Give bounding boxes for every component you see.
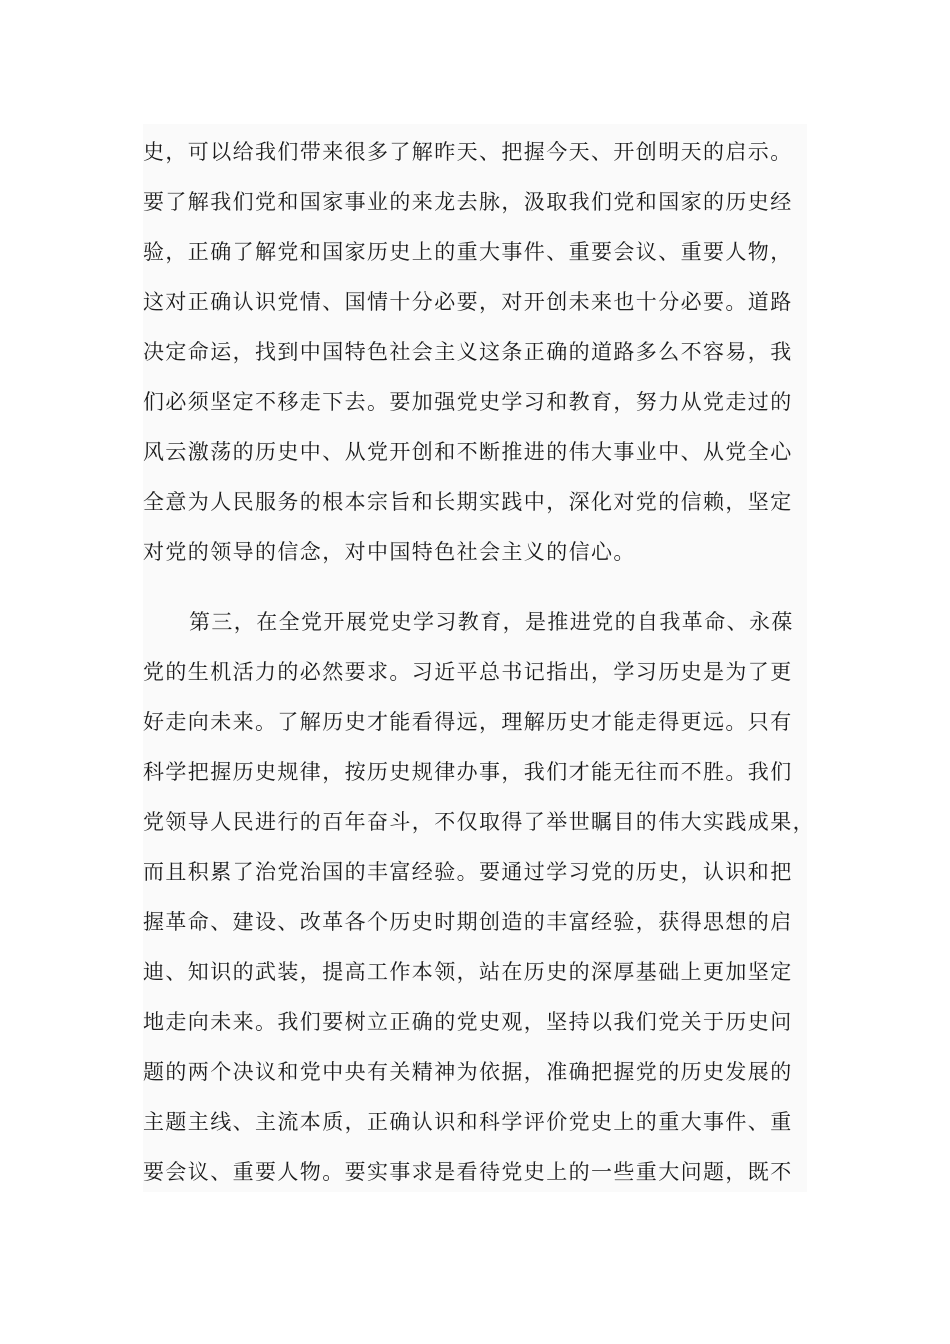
text-line: 科学把握历史规律，按历史规律办事，我们才能无往而不胜。我们 xyxy=(143,760,793,784)
text-line: 要了解我们党和国家事业的来龙去脉，汲取我们党和国家的历史经 xyxy=(143,190,793,214)
text-line: 党的生机活力的必然要求。习近平总书记指出，学习历史是为了更 xyxy=(143,660,793,684)
text-line: 迪、知识的武装，提高工作本领，站在历史的深厚基础上更加坚定 xyxy=(143,960,793,984)
text-line: 地走向未来。我们要树立正确的党史观，坚持以我们党关于历史问 xyxy=(143,1010,793,1034)
text-line: 主题主线、主流本质，正确认识和科学评价党史上的重大事件、重 xyxy=(143,1110,793,1134)
text-line: 党领导人民进行的百年奋斗，不仅取得了举世瞩目的伟大实践成果， xyxy=(143,810,815,834)
text-line: 决定命运，找到中国特色社会主义这条正确的道路多么不容易，我 xyxy=(143,340,793,364)
text-line: 握革命、建设、改革各个历史时期创造的丰富经验，获得思想的启 xyxy=(143,910,793,934)
text-line: 要会议、重要人物。要实事求是看待党史上的一些重大问题，既不 xyxy=(143,1160,793,1184)
text-line: 风云激荡的历史中、从党开创和不断推进的伟大事业中、从党全心 xyxy=(143,440,793,464)
text-line: 好走向未来。了解历史才能看得远，理解历史才能走得更远。只有 xyxy=(143,710,793,734)
text-line: 对党的领导的信念，对中国特色社会主义的信心。 xyxy=(143,540,636,564)
text-line: 验，正确了解党和国家历史上的重大事件、重要会议、重要人物， xyxy=(143,240,793,264)
text-line: 而且积累了治党治国的丰富经验。要通过学习党的历史，认识和把 xyxy=(143,860,793,884)
text-line: 第三，在全党开展党史学习教育，是推进党的自我革命、永葆 xyxy=(189,610,794,634)
text-line: 题的两个决议和党中央有关精神为依据，准确把握党的历史发展的 xyxy=(143,1060,793,1084)
body-text xyxy=(143,124,815,1192)
text-line: 史，可以给我们带来很多了解昨天、把握今天、开创明天的启示。 xyxy=(143,140,793,164)
text-line: 们必须坚定不移走下去。要加强党史学习和教育，努力从党走过的 xyxy=(143,390,793,414)
text-line: 这对正确认识党情、国情十分必要，对开创未来也十分必要。道路 xyxy=(143,290,793,314)
text-line: 全意为人民服务的根本宗旨和长期实践中，深化对党的信赖，坚定 xyxy=(143,490,793,514)
